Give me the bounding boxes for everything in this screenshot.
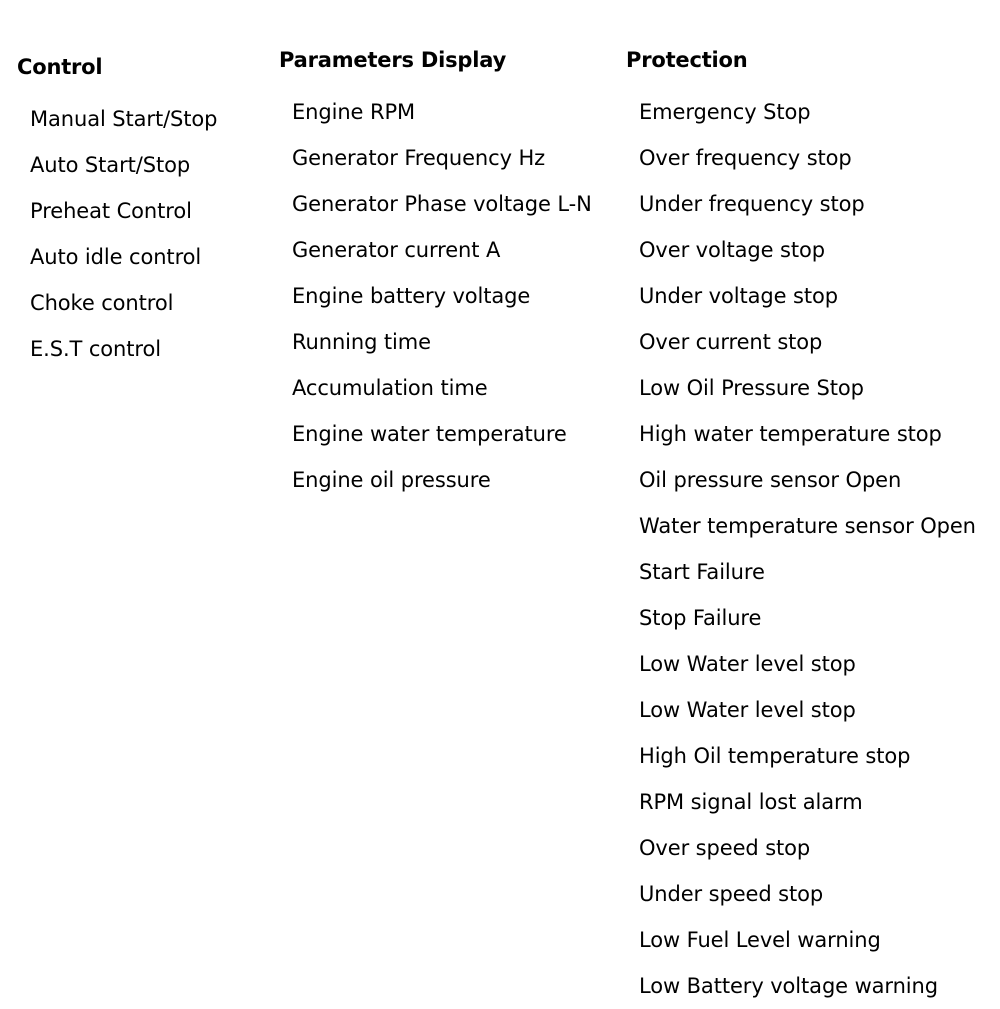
- protection-heading: Protection: [626, 48, 748, 72]
- parameter-item: Engine oil pressure: [292, 468, 491, 492]
- protection-item: Water temperature sensor Open: [639, 514, 976, 538]
- control-list: [17, 96, 217, 372]
- protection-item: Over frequency stop: [639, 146, 852, 170]
- protection-item: Under voltage stop: [639, 284, 838, 308]
- protection-list: [626, 89, 976, 1009]
- control-item: Auto Start/Stop: [30, 153, 191, 177]
- protection-item: Emergency Stop: [639, 100, 811, 124]
- protection-item: Low Water level stop: [639, 698, 856, 722]
- protection-item: Under frequency stop: [639, 192, 865, 216]
- protection-item: Over current stop: [639, 330, 823, 354]
- control-section: [17, 50, 217, 372]
- parameters-display-heading: Parameters Display: [279, 48, 507, 72]
- control-item: Auto idle control: [30, 245, 202, 269]
- protection-item: Low Fuel Level warning: [639, 928, 881, 952]
- control-item: Preheat Control: [30, 199, 192, 223]
- protection-item: Under speed stop: [639, 882, 824, 906]
- protection-item: Low Oil Pressure Stop: [639, 376, 864, 400]
- parameter-item: Generator current A: [292, 238, 501, 262]
- protection-item: High Oil temperature stop: [639, 744, 911, 768]
- control-item: E.S.T control: [30, 337, 161, 361]
- parameter-item: Engine RPM: [292, 100, 416, 124]
- protection-item: Over voltage stop: [639, 238, 825, 262]
- protection-item: Low Water level stop: [639, 652, 856, 676]
- parameters-display-list: [279, 89, 592, 503]
- protection-item: RPM signal lost alarm: [639, 790, 863, 814]
- parameter-item: Accumulation time: [292, 376, 488, 400]
- control-item: Manual Start/Stop: [30, 107, 218, 131]
- parameter-item: Generator Phase voltage L-N: [292, 192, 592, 216]
- protection-item: Stop Failure: [639, 606, 762, 630]
- protection-item: Start Failure: [639, 560, 765, 584]
- control-item: Choke control: [30, 291, 174, 315]
- parameter-item: Generator Frequency Hz: [292, 146, 546, 170]
- parameter-item: Engine battery voltage: [292, 284, 531, 308]
- parameters-display-section: [279, 43, 592, 503]
- protection-item: Oil pressure sensor Open: [639, 468, 902, 492]
- parameter-item: Running time: [292, 330, 431, 354]
- protection-item: Over speed stop: [639, 836, 811, 860]
- protection-item: Low Battery voltage warning: [639, 974, 938, 998]
- protection-section: [626, 43, 976, 1009]
- parameter-item: Engine water temperature: [292, 422, 567, 446]
- control-heading: Control: [17, 55, 103, 79]
- protection-item: High water temperature stop: [639, 422, 942, 446]
